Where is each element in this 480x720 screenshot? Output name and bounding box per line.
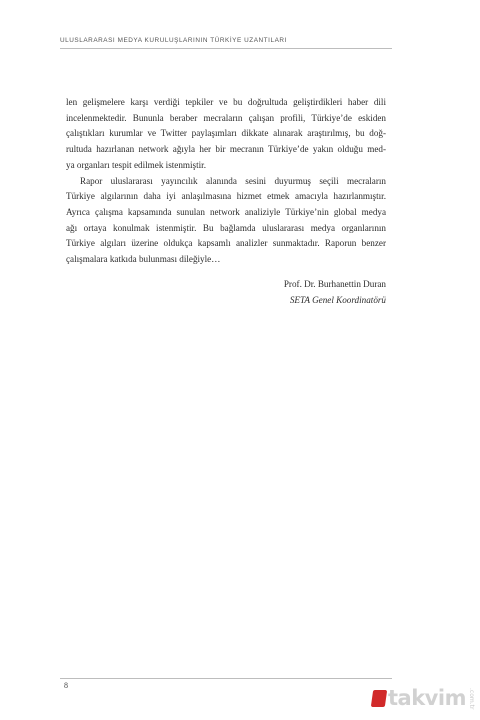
body-line: Rapor uluslararası yayıncılık alanında sesini duyurmuş seçili mecraların — [80, 175, 386, 186]
signature-role: SETA Genel Koordinatörü — [289, 294, 386, 305]
body-line: incelenmektedir. Bununla beraber mecraların çalışan profili, Türkiye’de eskiden — [66, 112, 386, 123]
footer-rule — [60, 678, 392, 679]
body-line: Türkiye algıları üzerine oldukça kapsamlı analizler sunmaktadır. Raporun benzer — [66, 238, 386, 249]
watermark-accent-icon — [371, 690, 387, 707]
body-text — [66, 95, 386, 268]
body-line: Ayrıca çalışma kapsamında sunulan network analiziyle Türkiye’nin global medya — [66, 206, 386, 217]
body-line: ağı ortaya konulmak istenmiştir. Bu bağlamda uluslararası medya organlarının — [66, 222, 386, 233]
body-line: Türkiye algılarının daha iyi anlaşılmasına hizmet etmek amacıyla hazırlanmıştır. — [66, 191, 386, 202]
header-rule — [60, 48, 392, 49]
page-number: 8 — [64, 681, 68, 690]
body-line: rultuda hazırlanan network ağıyla her bir mecranın Türkiye’de yakın olduğu med- — [66, 144, 386, 155]
body-line: çalıştıkları kurumlar ve Twitter paylaşımları dikkate alınarak araştırılmış, bu doğ- — [66, 128, 386, 139]
body-line: ya organları tespit edilmek istenmiştir. — [66, 159, 206, 170]
watermark-logo — [372, 686, 476, 712]
running-header: ULUSLARARASI MEDYA KURULUŞLARININ TÜRKİYE UZANTILARI — [60, 37, 287, 44]
signature-block — [284, 277, 386, 308]
signature-name: Prof. Dr. Burhanettin Duran — [283, 279, 386, 289]
watermark-tld: .com.tr — [468, 688, 475, 710]
body-line: len gelişmelere karşı verdiği tepkiler ve bu doğrultuda geliştirdikleri haber dili — [66, 97, 386, 107]
body-line: çalışmalara katkıda bulunması dileğiyle… — [66, 254, 221, 265]
watermark-brand: takvim — [388, 686, 466, 710]
